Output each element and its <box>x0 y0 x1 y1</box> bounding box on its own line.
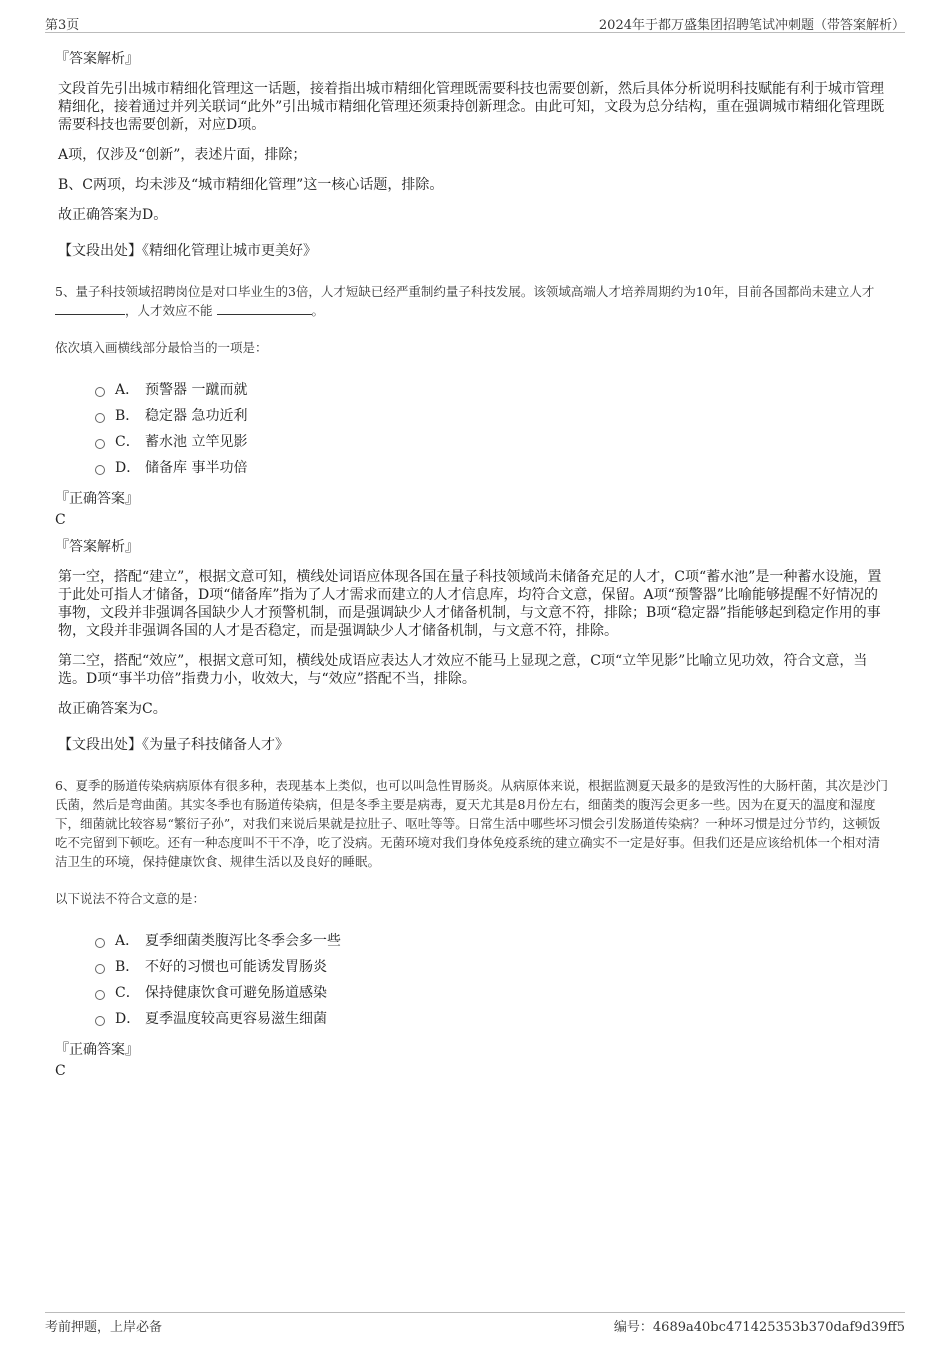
q5-analysis-paragraph: 故正确答案为C。 <box>58 701 167 717</box>
q5-option-d[interactable]: D． 储备库 事半功倍 <box>95 454 890 480</box>
q4-analysis-paragraph: 文段首先引出城市精细化管理这一话题，接着指出城市精细化管理既需要科技也需要创新，然后具体分析说明科技赋能有利于城市管理精细化，接着通过并列关联词“此外”引出城市精细化管理还须秉持创新理念。由此可知，文段为总分结构，重在强调城市精细化管理既需要科技也需要创新，对应D项。 <box>58 81 885 133</box>
radio-icon[interactable] <box>95 938 105 948</box>
radio-icon[interactable] <box>95 1016 105 1026</box>
q6-answer: C <box>55 1063 66 1079</box>
q5-source: 【文段出处】《为量子科技储备人才》 <box>58 737 289 753</box>
q6-option-a[interactable]: A． 夏季细菌类腹泻比冬季会多一些 <box>95 927 890 953</box>
q5-analysis-paragraph: 第一空，搭配“建立”，根据文意可知，横线处词语应体现各国在量子科技领域尚未储备充足的人才，C项“蓄水池”是一种蓄水设施，置于此处可指人才储备，D项“储备库”指为了人才需求而建立的人才信息库，均符合文意，保留。A项“预警器”比喻能够提醒不好情况的事物，文段并非强调各国缺少人才预警机制，而是强调缺少人才储备机制，与文意不符，排除；B项“稳定器”指能够起到稳定作用的事物，文段并非强调各国的人才是否稳定，而是强调缺少人才储备机制，与文意不符，排除。 <box>58 569 882 639</box>
q4-analysis-paragraph: B、C两项，均未涉及“城市精细化管理”这一核心话题，排除。 <box>58 177 444 193</box>
footer-slogan: 考前押题，上岸必备 <box>45 1320 163 1335</box>
radio-icon[interactable] <box>95 439 105 449</box>
radio-icon[interactable] <box>95 990 105 1000</box>
q5-prompt: 依次填入画横线部分最恰当的一项是： <box>55 340 268 355</box>
blank-2 <box>217 302 312 315</box>
q5-answer-tag: 『正确答案』 <box>55 491 139 507</box>
document-code: 编号：4689a40bc471425353b370daf9d39ff5 <box>613 1320 905 1335</box>
radio-icon[interactable] <box>95 387 105 397</box>
q6-stem: 6、夏季的肠道传染病病原体有很多种，表现基本上类似，也可以叫急性胃肠炎。从病原体来说，根据监测夏天最多的是致泻性的大肠杆菌，其次是沙门氏菌，然后是弯曲菌。其实冬季也有肠道传染病，但是冬季主要是病毒，夏天尤其是8月份左右，细菌类的腹泻会更多一些。因为在夏天的温度和湿度下，细菌就比较容易“繁衍子孙”，对我们来说后果就是拉肚子、呕吐等等。日常生活中哪些坏习惯会引发肠道传染病？一种坏习惯是过分节约，这顿饭吃不完留到下顿吃。还有一种态度叫不干不净，吃了没病。无菌环境对我们身体免疫系统的建立确实不一定是好事。但我们还是应该给机体一个相对清洁卫生的环境，保持健康饮食、规律生活以及良好的睡眠。 <box>55 778 888 869</box>
page-footer <box>45 1312 905 1335</box>
q6-option-c[interactable]: C． 保持健康饮食可避免肠道感染 <box>95 979 890 1005</box>
page-header <box>45 12 905 33</box>
q6-prompt: 以下说法不符合文意的是： <box>55 891 206 906</box>
q4-analysis-paragraph: 故正确答案为D。 <box>58 207 168 223</box>
q4-analysis-paragraph: A项，仅涉及“创新”，表述片面，排除； <box>58 147 307 163</box>
q5-analysis-paragraph: 第二空，搭配“效应”，根据文意可知，横线处成语应表达人才效应不能马上显现之意，C项“立竿见影”比喻立见功效，符合文意，当选。D项“事半功倍”指费力小，收效大，与“效应”搭配不当，排除。 <box>58 653 868 687</box>
document-title: 2024年于都万盛集团招聘笔试冲刺题（带答案解析） <box>598 18 905 33</box>
q5-option-b[interactable]: B． 稳定器 急功近利 <box>95 402 890 428</box>
radio-icon[interactable] <box>95 964 105 974</box>
q6-options <box>95 927 890 1031</box>
q6-answer-tag: 『正确答案』 <box>55 1042 139 1058</box>
q6-option-b[interactable]: B． 不好的习惯也可能诱发胃肠炎 <box>95 953 890 979</box>
q4-source: 【文段出处】《精细化管理让城市更美好》 <box>58 243 317 259</box>
page-content <box>55 40 890 1083</box>
q5-stem: 5、量子科技领域招聘岗位是对口毕业生的3倍，人才短缺已经严重制约量子科技发展。该领域高端人才培养周期约为10年，目前各国都尚未建立人才 ，人才效应不能 。 <box>55 284 875 318</box>
blank-1 <box>55 302 125 315</box>
q5-answer: C <box>55 512 66 528</box>
q5-option-a[interactable]: A． 预警器 一蹴而就 <box>95 376 890 402</box>
q5-option-c[interactable]: C． 蓄水池 立竿见影 <box>95 428 890 454</box>
radio-icon[interactable] <box>95 413 105 423</box>
q5-options <box>95 376 890 480</box>
q5-analysis-tag: 『答案解析』 <box>55 539 139 555</box>
radio-icon[interactable] <box>95 465 105 475</box>
page-number: 第3页 <box>45 18 80 33</box>
q6-option-d[interactable]: D． 夏季温度较高更容易滋生细菌 <box>95 1005 890 1031</box>
q4-analysis-tag: 『答案解析』 <box>55 51 139 67</box>
